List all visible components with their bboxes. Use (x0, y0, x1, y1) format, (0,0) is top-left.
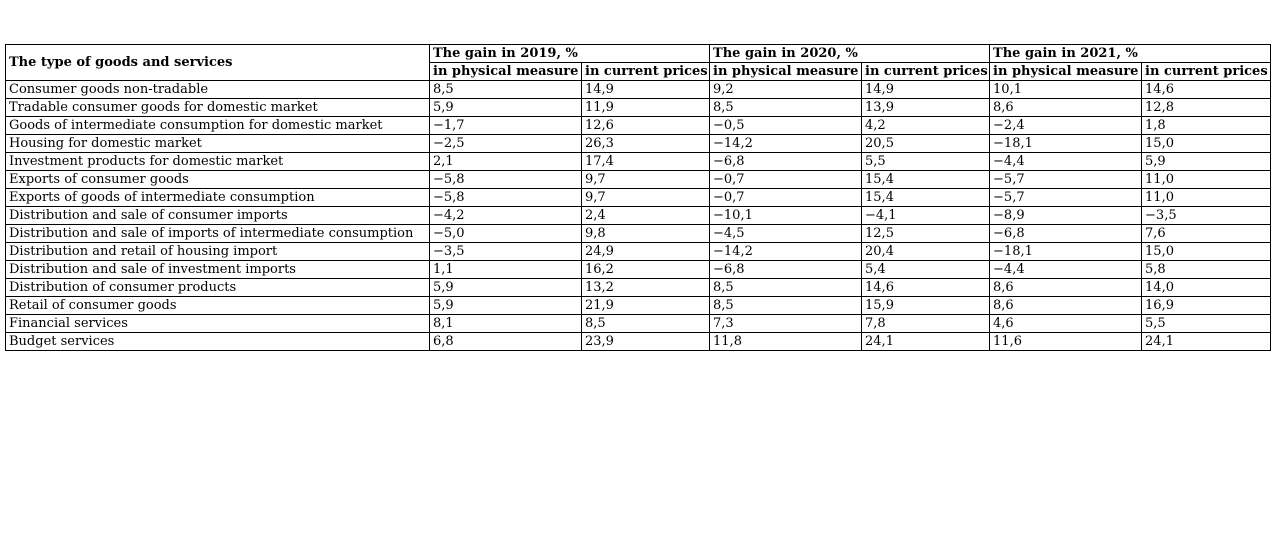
row-label: Distribution and sale of consumer imports (6, 207, 430, 225)
value-cell: 8,6 (990, 99, 1142, 117)
table-row (6, 279, 1271, 297)
type-header: The type of goods and services (6, 45, 430, 81)
table-row (6, 333, 1271, 351)
value-cell: −10,1 (710, 207, 862, 225)
row-label: Consumer goods non-tradable (6, 81, 430, 99)
table-row (6, 153, 1271, 171)
row-label: Budget services (6, 333, 430, 351)
value-cell: 14,9 (582, 81, 710, 99)
table-row (6, 315, 1271, 333)
table-row (6, 81, 1271, 99)
value-cell: 8,5 (710, 99, 862, 117)
value-cell: −5,7 (990, 189, 1142, 207)
value-cell: 12,5 (862, 225, 990, 243)
value-cell: −5,8 (430, 189, 582, 207)
value-cell: 8,5 (582, 315, 710, 333)
table-row (6, 135, 1271, 153)
value-cell: −4,1 (862, 207, 990, 225)
value-cell: 21,9 (582, 297, 710, 315)
row-label: Exports of goods of intermediate consumption (6, 189, 430, 207)
table-row (6, 297, 1271, 315)
year-header-2019: The gain in 2019, % (430, 45, 710, 63)
value-cell: 12,6 (582, 117, 710, 135)
value-cell: 7,6 (1142, 225, 1271, 243)
value-cell: 24,9 (582, 243, 710, 261)
value-cell: 4,2 (862, 117, 990, 135)
value-cell: −14,2 (710, 135, 862, 153)
row-label: Distribution and sale of investment imports (6, 261, 430, 279)
value-cell: 7,8 (862, 315, 990, 333)
table-row (6, 261, 1271, 279)
value-cell: −5,7 (990, 171, 1142, 189)
value-cell: 16,9 (1142, 297, 1271, 315)
table-header (6, 45, 1271, 81)
value-cell: 6,8 (430, 333, 582, 351)
table-row (6, 243, 1271, 261)
value-cell: 14,6 (862, 279, 990, 297)
sub-header: in physical measure (990, 63, 1142, 81)
value-cell: −6,8 (710, 261, 862, 279)
value-cell: 11,0 (1142, 171, 1271, 189)
value-cell: 8,5 (430, 81, 582, 99)
value-cell: −8,9 (990, 207, 1142, 225)
value-cell: −6,8 (990, 225, 1142, 243)
value-cell: 20,4 (862, 243, 990, 261)
value-cell: 8,1 (430, 315, 582, 333)
value-cell: 24,1 (1142, 333, 1271, 351)
value-cell: 8,5 (710, 297, 862, 315)
value-cell: 13,9 (862, 99, 990, 117)
value-cell: 8,5 (710, 279, 862, 297)
value-cell: 1,1 (430, 261, 582, 279)
value-cell: −18,1 (990, 243, 1142, 261)
value-cell: 11,9 (582, 99, 710, 117)
value-cell: 2,1 (430, 153, 582, 171)
value-cell: 23,9 (582, 333, 710, 351)
value-cell: −1,7 (430, 117, 582, 135)
table-row (6, 171, 1271, 189)
year-header-2020: The gain in 2020, % (710, 45, 990, 63)
table-row (6, 99, 1271, 117)
row-label: Housing for domestic market (6, 135, 430, 153)
value-cell: 11,0 (1142, 189, 1271, 207)
sub-header: in current prices (1142, 63, 1271, 81)
value-cell: 15,0 (1142, 243, 1271, 261)
value-cell: −2,4 (990, 117, 1142, 135)
value-cell: 20,5 (862, 135, 990, 153)
row-label: Distribution of consumer products (6, 279, 430, 297)
sub-header: in physical measure (430, 63, 582, 81)
value-cell: −18,1 (990, 135, 1142, 153)
value-cell: −4,5 (710, 225, 862, 243)
gain-table (5, 44, 1271, 351)
value-cell: 17,4 (582, 153, 710, 171)
sub-header: in current prices (582, 63, 710, 81)
value-cell: −5,8 (430, 171, 582, 189)
value-cell: 9,8 (582, 225, 710, 243)
value-cell: 5,9 (430, 297, 582, 315)
row-label: Investment products for domestic market (6, 153, 430, 171)
value-cell: 4,6 (990, 315, 1142, 333)
value-cell: −14,2 (710, 243, 862, 261)
value-cell: 5,9 (430, 279, 582, 297)
value-cell: 16,2 (582, 261, 710, 279)
value-cell: −5,0 (430, 225, 582, 243)
row-label: Exports of consumer goods (6, 171, 430, 189)
value-cell: −0,7 (710, 171, 862, 189)
value-cell: 9,7 (582, 189, 710, 207)
row-label: Financial services (6, 315, 430, 333)
value-cell: −3,5 (1142, 207, 1271, 225)
value-cell: 7,3 (710, 315, 862, 333)
value-cell: 11,8 (710, 333, 862, 351)
row-label: Goods of intermediate consumption for domestic market (6, 117, 430, 135)
value-cell: 15,9 (862, 297, 990, 315)
value-cell: 5,8 (1142, 261, 1271, 279)
row-label: Retail of consumer goods (6, 297, 430, 315)
value-cell: 8,6 (990, 297, 1142, 315)
value-cell: 5,5 (1142, 315, 1271, 333)
value-cell: 5,4 (862, 261, 990, 279)
value-cell: −0,7 (710, 189, 862, 207)
value-cell: 8,6 (990, 279, 1142, 297)
value-cell: 2,4 (582, 207, 710, 225)
table-row (6, 207, 1271, 225)
value-cell: 14,0 (1142, 279, 1271, 297)
value-cell: 13,2 (582, 279, 710, 297)
value-cell: −4,4 (990, 153, 1142, 171)
value-cell: 14,9 (862, 81, 990, 99)
value-cell: 26,3 (582, 135, 710, 153)
year-header-2021: The gain in 2021, % (990, 45, 1271, 63)
sub-header: in physical measure (710, 63, 862, 81)
value-cell: 15,4 (862, 171, 990, 189)
value-cell: 15,4 (862, 189, 990, 207)
table-row (6, 189, 1271, 207)
table-body (6, 81, 1271, 351)
value-cell: 9,7 (582, 171, 710, 189)
value-cell: −2,5 (430, 135, 582, 153)
sub-header: in current prices (862, 63, 990, 81)
value-cell: −6,8 (710, 153, 862, 171)
value-cell: 5,5 (862, 153, 990, 171)
value-cell: −3,5 (430, 243, 582, 261)
value-cell: 10,1 (990, 81, 1142, 99)
value-cell: −4,4 (990, 261, 1142, 279)
value-cell: 1,8 (1142, 117, 1271, 135)
value-cell: 9,2 (710, 81, 862, 99)
row-label: Distribution and retail of housing import (6, 243, 430, 261)
row-label: Distribution and sale of imports of intermediate consumption (6, 225, 430, 243)
value-cell: 14,6 (1142, 81, 1271, 99)
value-cell: 11,6 (990, 333, 1142, 351)
value-cell: −4,2 (430, 207, 582, 225)
value-cell: 15,0 (1142, 135, 1271, 153)
value-cell: 24,1 (862, 333, 990, 351)
value-cell: −0,5 (710, 117, 862, 135)
value-cell: 5,9 (1142, 153, 1271, 171)
value-cell: 5,9 (430, 99, 582, 117)
header-row-years (6, 45, 1271, 63)
table-row (6, 225, 1271, 243)
value-cell: 12,8 (1142, 99, 1271, 117)
row-label: Tradable consumer goods for domestic market (6, 99, 430, 117)
table-row (6, 117, 1271, 135)
